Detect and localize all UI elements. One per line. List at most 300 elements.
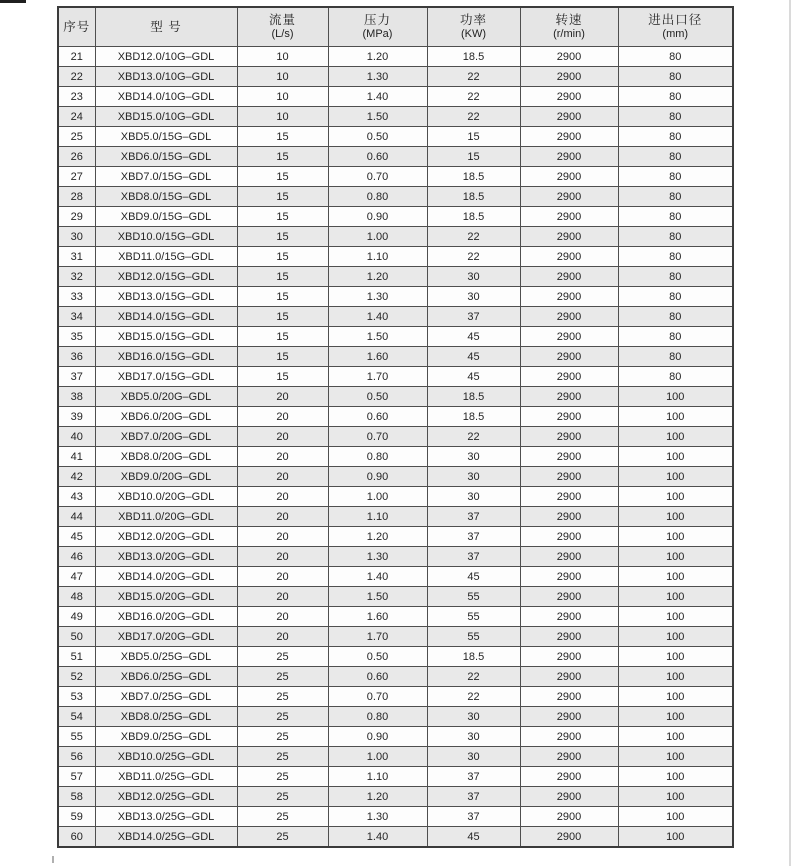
scan-artifact-right-edge bbox=[789, 0, 791, 866]
header-label: 流量 bbox=[268, 13, 296, 27]
table-cell-col5: 2900 bbox=[520, 127, 618, 147]
table-cell-col6: 100 bbox=[618, 507, 733, 527]
table-row bbox=[58, 307, 733, 327]
table-cell-col3: 1.30 bbox=[328, 547, 427, 567]
table-cell-col5: 2900 bbox=[520, 327, 618, 347]
table-cell-col6: 100 bbox=[618, 467, 733, 487]
table-cell-col4: 15 bbox=[427, 127, 520, 147]
table-cell-col3: 0.70 bbox=[328, 687, 427, 707]
table-cell-col2: 25 bbox=[237, 707, 328, 727]
table-cell-col4: 55 bbox=[427, 587, 520, 607]
table-cell-col0: 30 bbox=[58, 227, 95, 247]
header-unit: (KW) bbox=[460, 28, 487, 40]
table-cell-col2: 15 bbox=[237, 207, 328, 227]
table-row bbox=[58, 467, 733, 487]
table-cell-col2: 20 bbox=[237, 547, 328, 567]
table-cell-col0: 31 bbox=[58, 247, 95, 267]
table-cell-col3: 1.70 bbox=[328, 627, 427, 647]
table-cell-col2: 25 bbox=[237, 687, 328, 707]
table-cell-col2: 20 bbox=[237, 567, 328, 587]
table-cell-col3: 1.20 bbox=[328, 787, 427, 807]
table-cell-col0: 60 bbox=[58, 827, 95, 848]
table-cell-col4: 37 bbox=[427, 527, 520, 547]
table-cell-col6: 80 bbox=[618, 107, 733, 127]
table-cell-col4: 45 bbox=[427, 347, 520, 367]
table-cell-col5: 2900 bbox=[520, 687, 618, 707]
table-cell-col1: XBD14.0/10G–GDL bbox=[95, 87, 237, 107]
table-cell-col4: 45 bbox=[427, 327, 520, 347]
table-cell-col4: 45 bbox=[427, 367, 520, 387]
table-cell-col0: 49 bbox=[58, 607, 95, 627]
table-cell-col3: 1.50 bbox=[328, 107, 427, 127]
table-cell-col0: 46 bbox=[58, 547, 95, 567]
table-cell-col3: 1.50 bbox=[328, 327, 427, 347]
table-cell-col0: 32 bbox=[58, 267, 95, 287]
table-cell-col0: 51 bbox=[58, 647, 95, 667]
table-cell-col6: 100 bbox=[618, 687, 733, 707]
header-unit: (L/s) bbox=[271, 28, 294, 40]
table-cell-col4: 30 bbox=[427, 487, 520, 507]
table-cell-col4: 30 bbox=[427, 267, 520, 287]
table-cell-col0: 40 bbox=[58, 427, 95, 447]
table-cell-col2: 20 bbox=[237, 447, 328, 467]
table-cell-col2: 15 bbox=[237, 347, 328, 367]
table-cell-col3: 0.90 bbox=[328, 207, 427, 227]
table-row bbox=[58, 667, 733, 687]
table-cell-col3: 0.70 bbox=[328, 427, 427, 447]
table-cell-col1: XBD7.0/15G–GDL bbox=[95, 167, 237, 187]
table-row bbox=[58, 647, 733, 667]
table-cell-col6: 100 bbox=[618, 427, 733, 447]
table-row bbox=[58, 347, 733, 367]
table-header bbox=[58, 7, 733, 47]
table-cell-col4: 30 bbox=[427, 707, 520, 727]
table-row bbox=[58, 447, 733, 467]
table-cell-col2: 20 bbox=[237, 507, 328, 527]
table-cell-col2: 15 bbox=[237, 227, 328, 247]
table-cell-col6: 80 bbox=[618, 147, 733, 167]
table-row bbox=[58, 587, 733, 607]
table-row bbox=[58, 707, 733, 727]
table-cell-col5: 2900 bbox=[520, 187, 618, 207]
table-cell-col5: 2900 bbox=[520, 107, 618, 127]
table-cell-col3: 0.90 bbox=[328, 727, 427, 747]
table-cell-col4: 45 bbox=[427, 827, 520, 848]
table-cell-col4: 37 bbox=[427, 787, 520, 807]
table-cell-col5: 2900 bbox=[520, 707, 618, 727]
table-cell-col2: 10 bbox=[237, 107, 328, 127]
table-cell-col5: 2900 bbox=[520, 227, 618, 247]
table-cell-col1: XBD14.0/15G–GDL bbox=[95, 307, 237, 327]
table-cell-col5: 2900 bbox=[520, 407, 618, 427]
table-cell-col2: 20 bbox=[237, 527, 328, 547]
table-cell-col4: 30 bbox=[427, 467, 520, 487]
table-cell-col5: 2900 bbox=[520, 307, 618, 327]
table-cell-col4: 22 bbox=[427, 247, 520, 267]
table-cell-col0: 48 bbox=[58, 587, 95, 607]
header-label: 序号 bbox=[63, 19, 91, 34]
table-cell-col2: 25 bbox=[237, 807, 328, 827]
table-row bbox=[58, 47, 733, 67]
table-cell-col0: 41 bbox=[58, 447, 95, 467]
table-cell-col4: 37 bbox=[427, 807, 520, 827]
table-cell-col3: 0.50 bbox=[328, 647, 427, 667]
table-cell-col0: 57 bbox=[58, 767, 95, 787]
table-cell-col1: XBD5.0/25G–GDL bbox=[95, 647, 237, 667]
table-cell-col0: 25 bbox=[58, 127, 95, 147]
header-cell-2 bbox=[237, 7, 328, 47]
table-cell-col0: 27 bbox=[58, 167, 95, 187]
table-cell-col5: 2900 bbox=[520, 207, 618, 227]
table-cell-col5: 2900 bbox=[520, 347, 618, 367]
table-cell-col1: XBD5.0/20G–GDL bbox=[95, 387, 237, 407]
table-cell-col4: 37 bbox=[427, 307, 520, 327]
table-cell-col4: 37 bbox=[427, 767, 520, 787]
header-label: 型 号 bbox=[150, 19, 182, 34]
table-row bbox=[58, 687, 733, 707]
header-cell-5 bbox=[520, 7, 618, 47]
table-cell-col5: 2900 bbox=[520, 287, 618, 307]
table-cell-col1: XBD16.0/15G–GDL bbox=[95, 347, 237, 367]
table-cell-col0: 56 bbox=[58, 747, 95, 767]
table-cell-col0: 29 bbox=[58, 207, 95, 227]
table-cell-col2: 20 bbox=[237, 387, 328, 407]
table-cell-col5: 2900 bbox=[520, 547, 618, 567]
table-cell-col5: 2900 bbox=[520, 67, 618, 87]
table-cell-col4: 18.5 bbox=[427, 387, 520, 407]
table-cell-col6: 100 bbox=[618, 527, 733, 547]
table-cell-col4: 22 bbox=[427, 667, 520, 687]
table-cell-col4: 30 bbox=[427, 447, 520, 467]
table-cell-col1: XBD11.0/20G–GDL bbox=[95, 507, 237, 527]
table-cell-col5: 2900 bbox=[520, 827, 618, 848]
table-cell-col2: 15 bbox=[237, 367, 328, 387]
table-cell-col4: 37 bbox=[427, 507, 520, 527]
table-cell-col6: 80 bbox=[618, 127, 733, 147]
table-cell-col4: 18.5 bbox=[427, 407, 520, 427]
table-cell-col0: 58 bbox=[58, 787, 95, 807]
table-cell-col2: 20 bbox=[237, 587, 328, 607]
table-cell-col3: 0.60 bbox=[328, 667, 427, 687]
table-cell-col6: 100 bbox=[618, 387, 733, 407]
header-label: 转速 bbox=[555, 13, 583, 27]
table-cell-col1: XBD5.0/15G–GDL bbox=[95, 127, 237, 147]
header-cell-6 bbox=[618, 7, 733, 47]
table-cell-col2: 25 bbox=[237, 767, 328, 787]
table-cell-col5: 2900 bbox=[520, 527, 618, 547]
table-row bbox=[58, 167, 733, 187]
table-cell-col6: 80 bbox=[618, 227, 733, 247]
table-cell-col5: 2900 bbox=[520, 507, 618, 527]
table-cell-col0: 37 bbox=[58, 367, 95, 387]
pump-spec-table bbox=[57, 6, 734, 848]
table-cell-col6: 100 bbox=[618, 567, 733, 587]
table-cell-col3: 1.00 bbox=[328, 487, 427, 507]
table-cell-col2: 20 bbox=[237, 607, 328, 627]
table-cell-col1: XBD9.0/25G–GDL bbox=[95, 727, 237, 747]
table-cell-col5: 2900 bbox=[520, 647, 618, 667]
table-cell-col5: 2900 bbox=[520, 767, 618, 787]
table-cell-col0: 42 bbox=[58, 467, 95, 487]
table-cell-col2: 15 bbox=[237, 267, 328, 287]
table-cell-col3: 1.40 bbox=[328, 87, 427, 107]
table-cell-col4: 55 bbox=[427, 607, 520, 627]
table-cell-col1: XBD7.0/25G–GDL bbox=[95, 687, 237, 707]
table-cell-col2: 15 bbox=[237, 127, 328, 147]
table-cell-col1: XBD11.0/15G–GDL bbox=[95, 247, 237, 267]
table-cell-col0: 35 bbox=[58, 327, 95, 347]
table-row bbox=[58, 387, 733, 407]
table-cell-col4: 45 bbox=[427, 567, 520, 587]
table-row bbox=[58, 787, 733, 807]
table-cell-col1: XBD6.0/15G–GDL bbox=[95, 147, 237, 167]
table-cell-col6: 100 bbox=[618, 487, 733, 507]
table-row bbox=[58, 767, 733, 787]
table-cell-col3: 1.30 bbox=[328, 67, 427, 87]
table-cell-col1: XBD14.0/20G–GDL bbox=[95, 567, 237, 587]
table-cell-col0: 52 bbox=[58, 667, 95, 687]
table-cell-col1: XBD16.0/20G–GDL bbox=[95, 607, 237, 627]
table-cell-col4: 18.5 bbox=[427, 167, 520, 187]
table-cell-col0: 44 bbox=[58, 507, 95, 527]
table-cell-col5: 2900 bbox=[520, 247, 618, 267]
table-cell-col6: 100 bbox=[618, 787, 733, 807]
table-cell-col5: 2900 bbox=[520, 267, 618, 287]
table-cell-col5: 2900 bbox=[520, 147, 618, 167]
table-cell-col3: 0.70 bbox=[328, 167, 427, 187]
table-cell-col2: 25 bbox=[237, 747, 328, 767]
table-cell-col1: XBD17.0/20G–GDL bbox=[95, 627, 237, 647]
table-cell-col1: XBD12.0/10G–GDL bbox=[95, 47, 237, 67]
header-unit: (MPa) bbox=[362, 28, 393, 40]
table-cell-col2: 10 bbox=[237, 47, 328, 67]
table-cell-col2: 15 bbox=[237, 307, 328, 327]
table-cell-col2: 20 bbox=[237, 427, 328, 447]
table-cell-col6: 100 bbox=[618, 767, 733, 787]
table-cell-col3: 1.40 bbox=[328, 567, 427, 587]
table-cell-col6: 100 bbox=[618, 667, 733, 687]
table-cell-col3: 1.10 bbox=[328, 247, 427, 267]
table-cell-col1: XBD10.0/25G–GDL bbox=[95, 747, 237, 767]
table-cell-col3: 1.20 bbox=[328, 267, 427, 287]
table-cell-col4: 22 bbox=[427, 687, 520, 707]
table-cell-col6: 100 bbox=[618, 607, 733, 627]
table-cell-col3: 0.80 bbox=[328, 447, 427, 467]
table-cell-col1: XBD10.0/15G–GDL bbox=[95, 227, 237, 247]
table-cell-col1: XBD12.0/15G–GDL bbox=[95, 267, 237, 287]
table-cell-col0: 24 bbox=[58, 107, 95, 127]
table-row bbox=[58, 227, 733, 247]
header-unit: (r/min) bbox=[553, 28, 585, 40]
table-cell-col6: 80 bbox=[618, 267, 733, 287]
table-row bbox=[58, 507, 733, 527]
table-cell-col1: XBD10.0/20G–GDL bbox=[95, 487, 237, 507]
table-cell-col3: 1.70 bbox=[328, 367, 427, 387]
table-row bbox=[58, 727, 733, 747]
table-cell-col2: 20 bbox=[237, 407, 328, 427]
table-cell-col3: 1.30 bbox=[328, 287, 427, 307]
table-cell-col1: XBD7.0/20G–GDL bbox=[95, 427, 237, 447]
table-cell-col5: 2900 bbox=[520, 667, 618, 687]
table-cell-col6: 80 bbox=[618, 327, 733, 347]
table-cell-col0: 23 bbox=[58, 87, 95, 107]
table-cell-col6: 80 bbox=[618, 287, 733, 307]
table-cell-col0: 55 bbox=[58, 727, 95, 747]
table-cell-col1: XBD11.0/25G–GDL bbox=[95, 767, 237, 787]
table-cell-col2: 15 bbox=[237, 147, 328, 167]
table-cell-col1: XBD6.0/20G–GDL bbox=[95, 407, 237, 427]
table-cell-col3: 1.20 bbox=[328, 47, 427, 67]
table-cell-col3: 0.60 bbox=[328, 407, 427, 427]
table-row bbox=[58, 407, 733, 427]
table-row bbox=[58, 147, 733, 167]
table-cell-col5: 2900 bbox=[520, 607, 618, 627]
table-cell-col1: XBD9.0/20G–GDL bbox=[95, 467, 237, 487]
scan-artifact-bottom-mark bbox=[52, 856, 54, 863]
table-cell-col4: 30 bbox=[427, 727, 520, 747]
table-cell-col3: 1.60 bbox=[328, 347, 427, 367]
table-row bbox=[58, 267, 733, 287]
table-cell-col6: 80 bbox=[618, 207, 733, 227]
table-cell-col1: XBD8.0/15G–GDL bbox=[95, 187, 237, 207]
table-cell-col0: 36 bbox=[58, 347, 95, 367]
table-row bbox=[58, 747, 733, 767]
table-row bbox=[58, 487, 733, 507]
table-cell-col2: 15 bbox=[237, 247, 328, 267]
table-cell-col4: 18.5 bbox=[427, 647, 520, 667]
table-cell-col0: 22 bbox=[58, 67, 95, 87]
header-label: 功率 bbox=[459, 13, 487, 27]
table-row bbox=[58, 247, 733, 267]
table-cell-col4: 30 bbox=[427, 287, 520, 307]
table-cell-col6: 80 bbox=[618, 367, 733, 387]
table-cell-col0: 53 bbox=[58, 687, 95, 707]
table-cell-col4: 55 bbox=[427, 627, 520, 647]
table-row bbox=[58, 827, 733, 848]
table-cell-col0: 34 bbox=[58, 307, 95, 327]
table-row bbox=[58, 87, 733, 107]
table-cell-col6: 80 bbox=[618, 87, 733, 107]
table-cell-col1: XBD13.0/10G–GDL bbox=[95, 67, 237, 87]
table-row bbox=[58, 67, 733, 87]
table-cell-col6: 80 bbox=[618, 187, 733, 207]
table-cell-col3: 0.50 bbox=[328, 387, 427, 407]
table-cell-col3: 1.10 bbox=[328, 767, 427, 787]
table-cell-col2: 15 bbox=[237, 327, 328, 347]
table-cell-col2: 25 bbox=[237, 727, 328, 747]
table-cell-col6: 80 bbox=[618, 47, 733, 67]
table-cell-col6: 80 bbox=[618, 347, 733, 367]
table-cell-col2: 15 bbox=[237, 167, 328, 187]
table-cell-col0: 39 bbox=[58, 407, 95, 427]
table-row bbox=[58, 527, 733, 547]
table-cell-col4: 22 bbox=[427, 227, 520, 247]
table-cell-col5: 2900 bbox=[520, 87, 618, 107]
table-cell-col5: 2900 bbox=[520, 627, 618, 647]
table-cell-col2: 25 bbox=[237, 827, 328, 848]
table-row bbox=[58, 807, 733, 827]
table-cell-col4: 18.5 bbox=[427, 207, 520, 227]
table-row bbox=[58, 287, 733, 307]
table-cell-col4: 18.5 bbox=[427, 47, 520, 67]
header-label: 进出口径 bbox=[648, 13, 703, 27]
header-cell-4 bbox=[427, 7, 520, 47]
table-cell-col6: 100 bbox=[618, 807, 733, 827]
table-row bbox=[58, 547, 733, 567]
table-cell-col1: XBD15.0/15G–GDL bbox=[95, 327, 237, 347]
table-cell-col2: 15 bbox=[237, 187, 328, 207]
table-cell-col3: 0.90 bbox=[328, 467, 427, 487]
table-cell-col2: 10 bbox=[237, 67, 328, 87]
scan-artifact-top-left bbox=[0, 0, 26, 3]
table-cell-col3: 0.50 bbox=[328, 127, 427, 147]
table-cell-col5: 2900 bbox=[520, 427, 618, 447]
table-cell-col0: 43 bbox=[58, 487, 95, 507]
table-cell-col1: XBD12.0/25G–GDL bbox=[95, 787, 237, 807]
table-cell-col5: 2900 bbox=[520, 747, 618, 767]
table-cell-col6: 80 bbox=[618, 67, 733, 87]
table-cell-col4: 22 bbox=[427, 107, 520, 127]
table-cell-col6: 100 bbox=[618, 407, 733, 427]
table-cell-col3: 1.00 bbox=[328, 747, 427, 767]
table-cell-col0: 50 bbox=[58, 627, 95, 647]
table-cell-col6: 80 bbox=[618, 167, 733, 187]
table-cell-col3: 1.10 bbox=[328, 507, 427, 527]
table-cell-col0: 45 bbox=[58, 527, 95, 547]
header-unit: (mm) bbox=[662, 28, 689, 40]
table-cell-col0: 28 bbox=[58, 187, 95, 207]
table-cell-col4: 37 bbox=[427, 547, 520, 567]
table-cell-col5: 2900 bbox=[520, 487, 618, 507]
table-cell-col4: 22 bbox=[427, 87, 520, 107]
table-cell-col1: XBD12.0/20G–GDL bbox=[95, 527, 237, 547]
table-row bbox=[58, 127, 733, 147]
table-cell-col1: XBD13.0/15G–GDL bbox=[95, 287, 237, 307]
header-cell-0 bbox=[58, 7, 95, 47]
table-cell-col3: 0.80 bbox=[328, 707, 427, 727]
table-cell-col2: 20 bbox=[237, 487, 328, 507]
table-cell-col1: XBD9.0/15G–GDL bbox=[95, 207, 237, 227]
header-cell-3 bbox=[328, 7, 427, 47]
header-row bbox=[58, 7, 733, 47]
table-row bbox=[58, 567, 733, 587]
table-cell-col0: 47 bbox=[58, 567, 95, 587]
table-cell-col0: 33 bbox=[58, 287, 95, 307]
table-cell-col6: 80 bbox=[618, 247, 733, 267]
table-cell-col2: 25 bbox=[237, 787, 328, 807]
table-cell-col0: 54 bbox=[58, 707, 95, 727]
header-label: 压力 bbox=[363, 13, 391, 27]
table-row bbox=[58, 427, 733, 447]
table-cell-col6: 100 bbox=[618, 547, 733, 567]
table-cell-col3: 1.20 bbox=[328, 527, 427, 547]
table-cell-col3: 1.30 bbox=[328, 807, 427, 827]
table-cell-col2: 20 bbox=[237, 467, 328, 487]
table-cell-col5: 2900 bbox=[520, 807, 618, 827]
table-cell-col6: 100 bbox=[618, 647, 733, 667]
table-cell-col2: 20 bbox=[237, 627, 328, 647]
table-cell-col3: 1.00 bbox=[328, 227, 427, 247]
table-cell-col1: XBD17.0/15G–GDL bbox=[95, 367, 237, 387]
table-cell-col2: 15 bbox=[237, 287, 328, 307]
table-cell-col6: 100 bbox=[618, 747, 733, 767]
table-cell-col4: 22 bbox=[427, 427, 520, 447]
table-cell-col3: 1.40 bbox=[328, 307, 427, 327]
table-cell-col6: 100 bbox=[618, 627, 733, 647]
table-cell-col1: XBD6.0/25G–GDL bbox=[95, 667, 237, 687]
table-row bbox=[58, 367, 733, 387]
table-cell-col3: 0.80 bbox=[328, 187, 427, 207]
